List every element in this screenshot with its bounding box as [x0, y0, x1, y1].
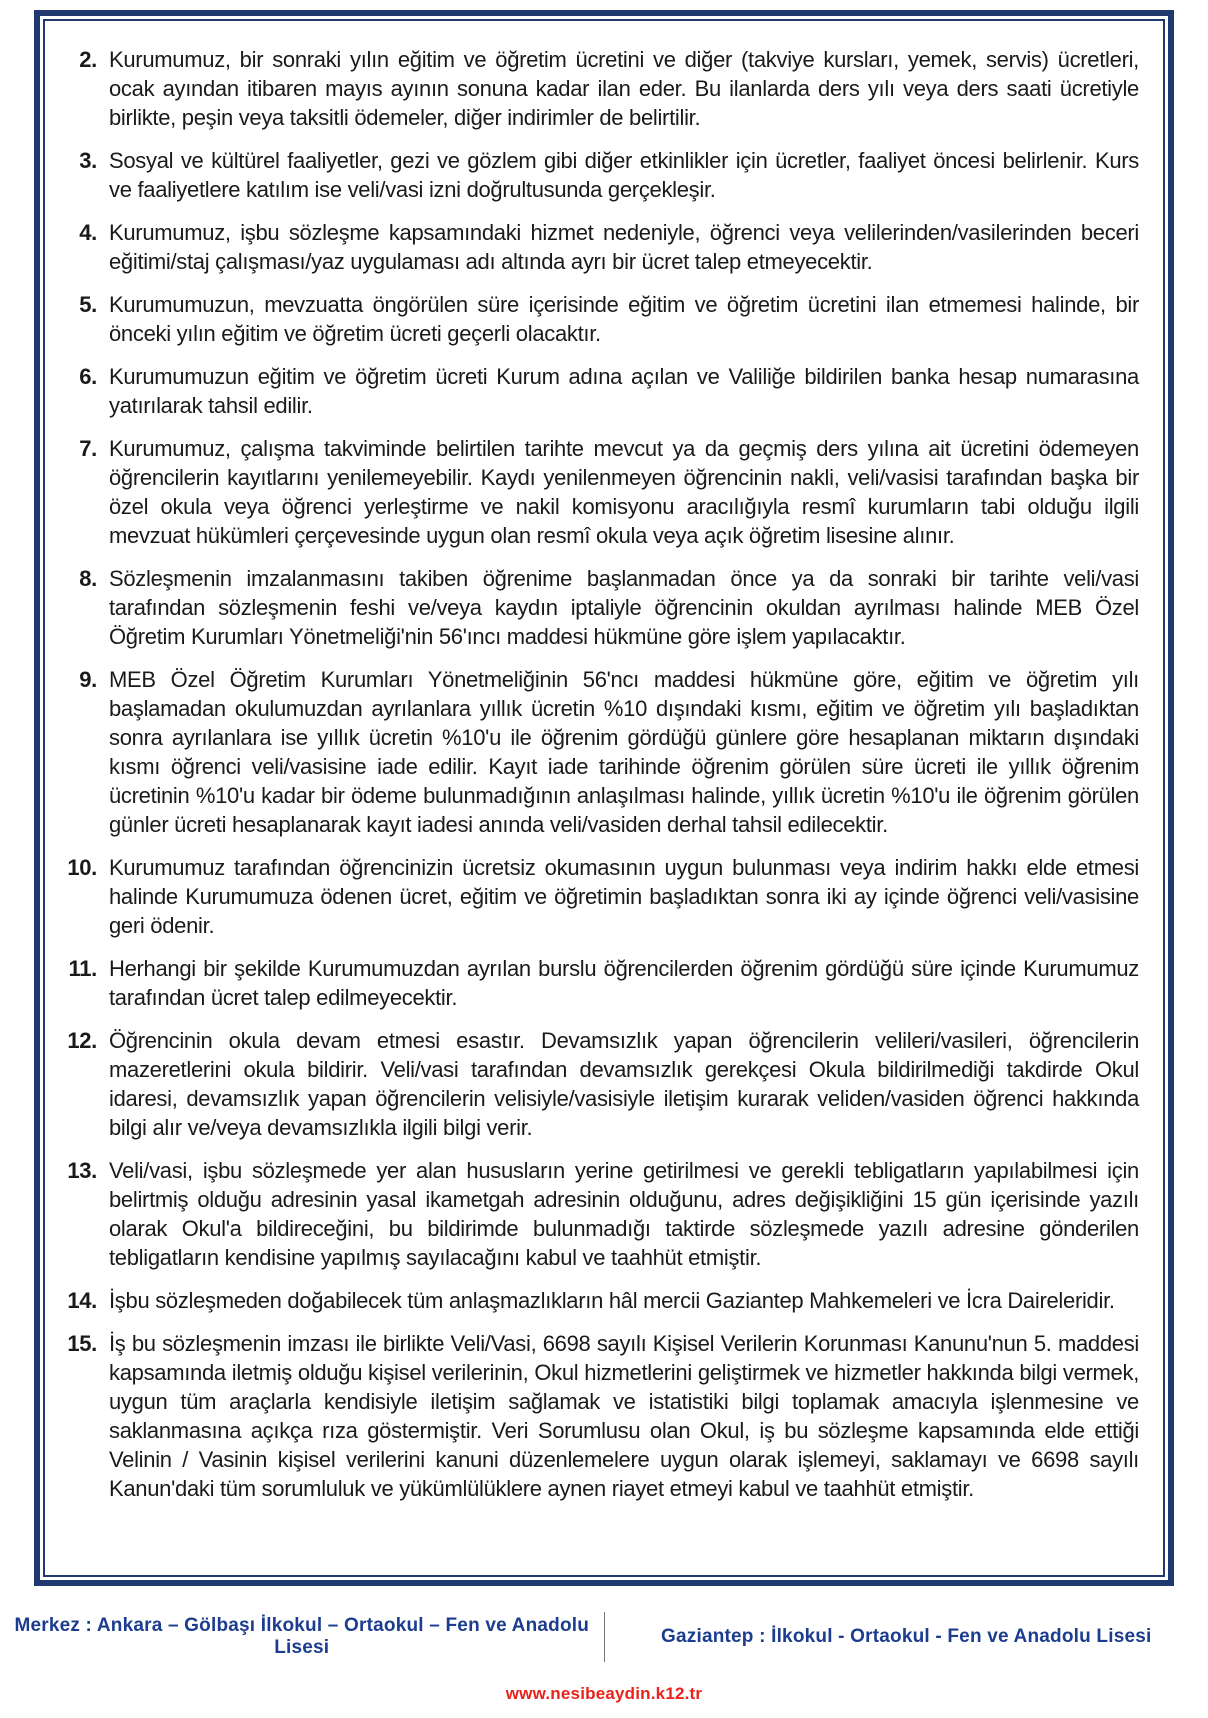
- item-text: Kurumumuz, bir sonraki yılın eğitim ve öğretim ücretini ve diğer (takviye kursları, yemek, servis) ücretleri, ocak ayından itibaren mayıs ayının sonuna kadar ilan eder. Bu ilanlarda ders yılı veya ders saati ücretiyle birlikte, peşin veya taksitli ödemeler, diğer indirimler de belirtilir.: [109, 45, 1139, 132]
- item-text: Kurumumuzun eğitim ve öğretim ücreti Kurum adına açılan ve Valiliğe bildirilen banka hesap numarasına yatırılarak tahsil edilir.: [109, 362, 1139, 420]
- item-number: 12.: [63, 1026, 97, 1142]
- item-number: 14.: [63, 1286, 97, 1315]
- item-text: Kurumumuzun, mevzuatta öngörülen süre içerisinde eğitim ve öğretim ücretini ilan etmemesi halinde, bir önceki yılın eğitim ve öğretim ücreti geçerli olacaktır.: [109, 290, 1139, 348]
- item-text: Kurumumuz tarafından öğrencinizin ücretsiz okumasının uygun bulunması veya indirim hakkı elde etmesi halinde Kurumumuza ödenen ücret, eğitim ve öğretimin başladıktan sonra iki ay içinde öğrenci veli/vasisine geri ödenir.: [109, 853, 1139, 940]
- item-number: 11.: [63, 954, 97, 1012]
- contract-outer-border: [34, 10, 1174, 1586]
- item-text: Kurumumuz, işbu sözleşme kapsamındaki hizmet nedeniyle, öğrenci veya velilerinden/vasilerinden beceri eğitimi/staj çalışması/yaz uygulaması adı altında ayrı bir ücret talep etmeyecektir.: [109, 218, 1139, 276]
- item-text: MEB Özel Öğretim Kurumları Yönetmeliğinin 56'ncı maddesi hükmüne göre, eğitim ve öğretim yılı başlamadan okulumuzdan ayrılanlara yıllık ücretin %10 dışındaki kısmı, eğitim ve öğretim yılı başladıktan sonra ayrılanlara ise yıllık ücretin %10'u ile öğrenim gördüğü günlere göre hesaplanan miktarın dışındaki kısmı öğrenci veli/vasisine iade edilir. Kayıt iade tarihinde öğrenim görülen süre ücreti ile yıllık öğrenim ücretinin %10'u kadar bir ödeme bulunmadığının anlaşılması halinde, yıllık ücretin %10'u ile öğrenim görülen günler ücreti hesaplanarak kayıt iadesi anında veli/vasiden derhal tahsil edilecektir.: [109, 665, 1139, 839]
- item-number: 15.: [63, 1329, 97, 1503]
- campus-gaziantep-label: Gaziantep : İlkokul - Ortaokul - Fen ve Anadolu Lisesi: [605, 1626, 1208, 1648]
- item-text: İş bu sözleşmenin imzası ile birlikte Veli/Vasi, 6698 sayılı Kişisel Verilerin Korunması Kanunu'nun 5. maddesi kapsamında iletmiş olduğu kişisel verilerinin, Okul hizmetlerini geliştirmek ve hizmetler hakkında bilgi vermek, uygun tüm araçlarla kendisiyle iletişim sağlamak ve istatistiki bilgi toplamak amacıyla işlenmesine ve saklanmasına açıkça rıza göstermiştir. Veri Sorumlusu olan Okul, iş bu sözleşme kapsamında elde ettiği Velinin / Vasinin kişisel verilerini kanuni düzenlemelere uygun olarak işlemeyi, saklamayı ve 6698 sayılı Kanun'daki tüm sorumluluk ve yükümlülüklere aynen riayet etmeyi kabul ve taahhüt etmiştir.: [109, 1329, 1139, 1503]
- contract-item: [63, 290, 1139, 348]
- item-number: 6.: [63, 362, 97, 420]
- campus-footer: [0, 1612, 1208, 1662]
- contract-item: [63, 665, 1139, 839]
- contract-item: [63, 853, 1139, 940]
- contract-item: [63, 1156, 1139, 1272]
- item-text: Kurumumuz, çalışma takviminde belirtilen tarihte mevcut ya da geçmiş ders yılına ait ücretini ödemeyen öğrencilerin kayıtlarını yenilemeyebilir. Kaydı yenilenmeyen öğrencinin nakli, veli/vasisi tarafından başka bir özel okula veya öğrenci yerleştirme ve nakil komisyonu aracılığıyla resmî kurumların tabi olduğu ilgili mevzuat hükümleri çerçevesinde uygun olan resmî okula veya açık öğretim lisesine alınır.: [109, 434, 1139, 550]
- item-number: 7.: [63, 434, 97, 550]
- contract-item: [63, 1026, 1139, 1142]
- item-text: Herhangi bir şekilde Kurumumuzdan ayrılan burslu öğrencilerden öğrenim gördüğü süre içinde Kurumumuz tarafından ücret talep edilmeyecektir.: [109, 954, 1139, 1012]
- website-url[interactable]: www.nesibeaydin.k12.tr: [0, 1684, 1208, 1704]
- item-number: 10.: [63, 853, 97, 940]
- item-number: 4.: [63, 218, 97, 276]
- contract-item: [63, 45, 1139, 132]
- item-number: 9.: [63, 665, 97, 839]
- contract-item: [63, 434, 1139, 550]
- item-text: İşbu sözleşmeden doğabilecek tüm anlaşmazlıkların hâl mercii Gaziantep Mahkemeleri ve İcra Daireleridir.: [109, 1286, 1139, 1315]
- contract-item: [63, 146, 1139, 204]
- item-number: 5.: [63, 290, 97, 348]
- contract-item: [63, 954, 1139, 1012]
- item-text: Sözleşmenin imzalanmasını takiben öğrenime başlanmadan önce ya da sonraki bir tarihte veli/vasi tarafından sözleşmenin feshi ve/veya kaydın iptaliyle öğrencinin okuldan ayrılması halinde MEB Özel Öğretim Kurumları Yönetmeliği'nin 56'ıncı maddesi hükmüne göre işlem yapılacaktır.: [109, 564, 1139, 651]
- item-number: 13.: [63, 1156, 97, 1272]
- item-number: 8.: [63, 564, 97, 651]
- contract-item: [63, 362, 1139, 420]
- contract-inner-border: [43, 19, 1165, 1577]
- contract-item: [63, 1286, 1139, 1315]
- contract-item: [63, 564, 1139, 651]
- item-number: 2.: [63, 45, 97, 132]
- item-number: 3.: [63, 146, 97, 204]
- contract-item: [63, 1329, 1139, 1503]
- item-text: Öğrencinin okula devam etmesi esastır. Devamsızlık yapan öğrencilerin velileri/vasileri, öğrencilerin mazeretlerini okula bildirir. Veli/vasi tarafından devamsızlık gerekçesi Okula bildirilmediği takdirde Okul idaresi, devamsızlık yapan öğrencilerin velisiyle/vasisiyle iletişim kurarak veliden/vasiden öğrenci hakkında bilgi alır ve/veya devamsızlıkla ilgili bilgi verir.: [109, 1026, 1139, 1142]
- item-text: Sosyal ve kültürel faaliyetler, gezi ve gözlem gibi diğer etkinlikler için ücretler, faaliyet öncesi belirlenir. Kurs ve faaliyetlere katılım ise veli/vasi izni doğrultusunda gerçekleşir.: [109, 146, 1139, 204]
- contract-item: [63, 218, 1139, 276]
- campus-merkez-label: Merkez : Ankara – Gölbaşı İlkokul – Ortaokul – Fen ve Anadolu Lisesi: [0, 1615, 604, 1659]
- item-text: Veli/vasi, işbu sözleşmede yer alan hususların yerine getirilmesi ve gerekli tebligatların yapılabilmesi için belirtmiş olduğu adresinin yasal ikametgah adresinin olduğunu, adres değişikliğini 15 gün içerisinde yazılı olarak Okul'a bildireceğini, bu bildirimde bulunmadığı taktirde sözleşmede yazılı adresine gönderilen tebligatların kendisine yapılmış sayılacağını kabul ve taahhüt etmiştir.: [109, 1156, 1139, 1272]
